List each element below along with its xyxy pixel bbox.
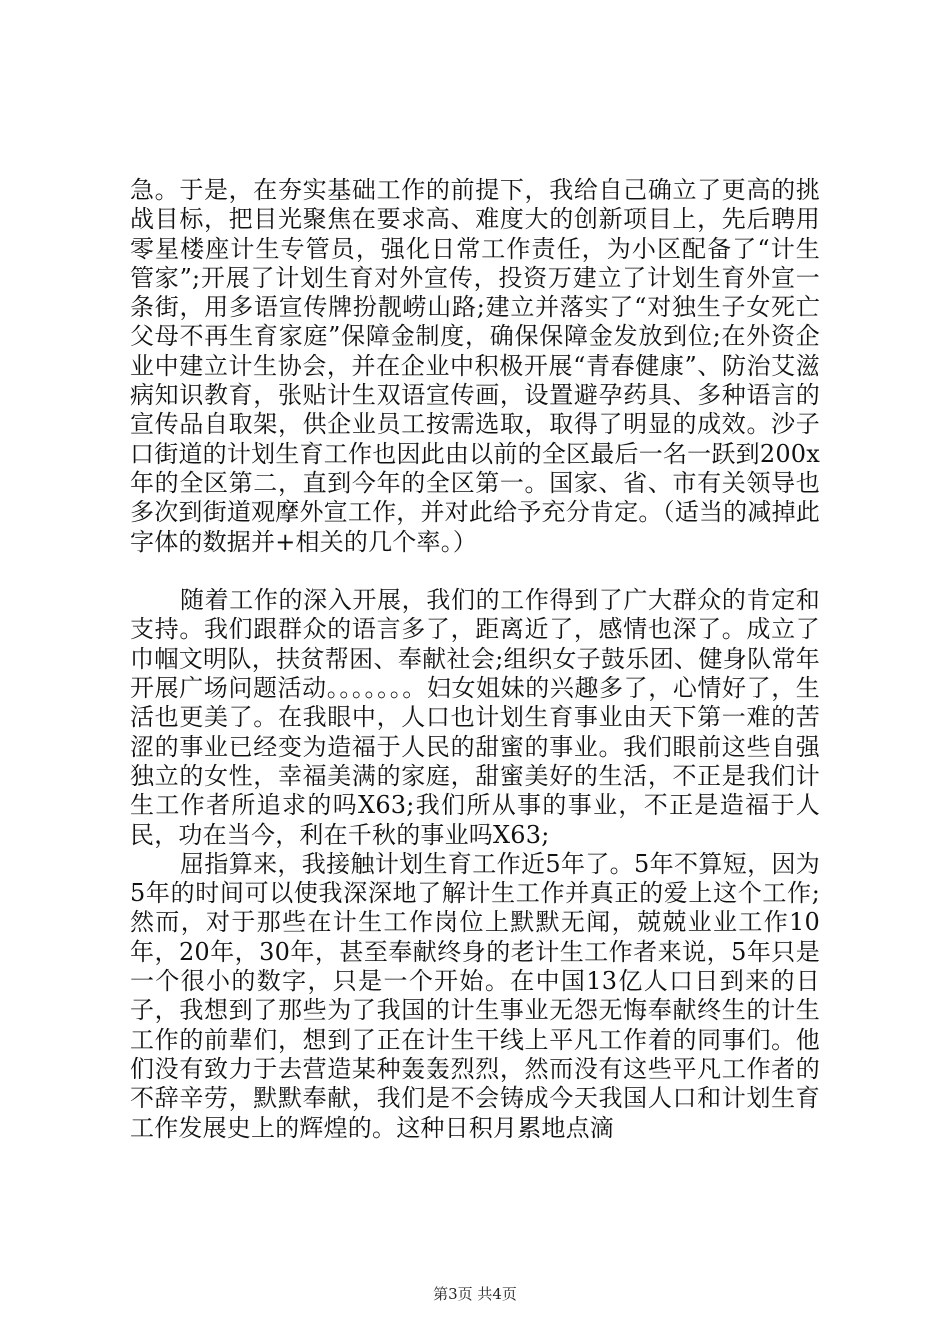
paragraph-2: 随着工作的深入开展，我们的工作得到了广大群众的肯定和支持。我们跟群众的语言多了，距离近了，感情也深了。成立了巾帼文明队，扶贫帮困、奉献社会;组织女子鼓乐团、健身队常年开展广场问题活动。。。。。。。妇女姐妹的兴趣多了，心情好了，生活也更美了。在我眼中，人口也计划生育事业由天下第一难的苦涩的事业已经变为造福于人民的甜蜜的事业。我们眼前这些自强独立的女性，幸福美满的家庭，甜蜜美好的生活，不正是我们计生工作者所追求的吗X63;我们所从事的事业，不正是造福于人民，功在当今，利在千秋的事业吗X63;	[130, 586, 820, 849]
document-body	[130, 176, 820, 1143]
paragraph-1: 急。于是，在夯实基础工作的前提下，我给自己确立了更高的挑战目标，把目光聚焦在要求高、难度大的创新项目上，先后聘用零星楼座计生专管员，强化日常工作责任，为小区配备了“计生管家”;开展了计划生育对外宣传，投资万建立了计划生育外宣一条街，用多语宣传牌扮靓崂山路;建立并落实了“对独生子女死亡父母不再生育家庭”保障金制度，确保保障金发放到位;在外资企业中建立计生协会，并在企业中积极开展“青春健康”、防治艾滋病知识教育，张贴计生双语宣传画，设置避孕药具、多种语言的宣传品自取架，供企业员工按需选取，取得了明显的成效。沙子口街道的计划生育工作也因此由以前的全区最后一名一跃到200x年的全区第二，直到今年的全区第一。国家、省、市有关领导也多次到街道观摩外宣工作，并对此给予充分肯定。（适当的减掉此字体的数据并+相关的几个率。）	[130, 176, 820, 556]
paragraph-gap	[130, 557, 820, 586]
paragraph-3: 屈指算来，我接触计划生育工作近5年了。5年不算短，因为5年的时间可以使我深深地了解计生工作并真正的爱上这个工作;然而，对于那些在计生工作岗位上默默无闻，兢兢业业工作10年，20年，30年，甚至奉献终身的老计生工作者来说，5年只是一个很小的数字，只是一个开始。在中国13亿人口日到来的日子，我想到了那些为了我国的计生事业无怨无悔奉献终生的计生工作的前辈们，想到了正在计生干线上平凡工作着的同事们。他们没有致力于去营造某种轰轰烈烈，然而没有这些平凡工作者的不辞辛劳，默默奉献，我们是不会铸成今天我国人口和计划生育工作发展史上的辉煌的。这种日积月累地点滴	[130, 849, 820, 1142]
page-footer: 第3页 共4页	[433, 1285, 517, 1303]
